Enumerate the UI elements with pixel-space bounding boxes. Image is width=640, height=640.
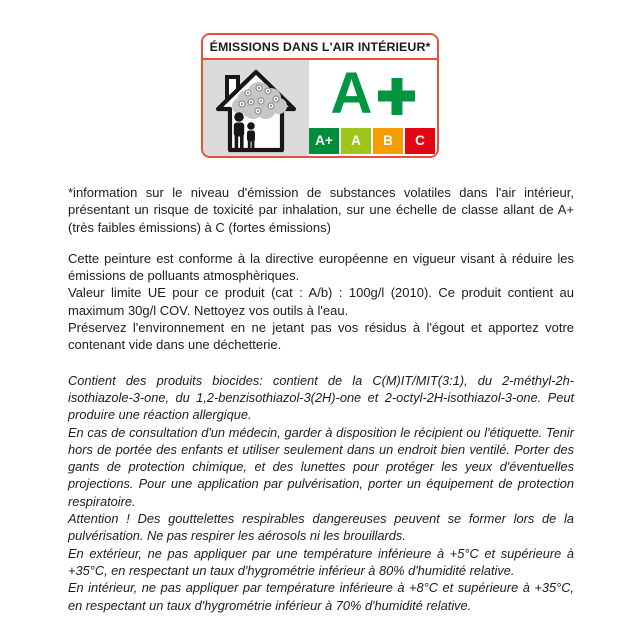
paragraph: En intérieur, ne pas appliquer par température inférieure à +8°C et supérieure à +35°C, en respectant un taux d'hygrométrie inférieur à 70% d'humidité relative.	[68, 580, 574, 613]
regulatory-paragraphs	[68, 250, 574, 354]
paragraph: Cette peinture est conforme à la directive européenne en vigueur visant à réduire les émissions de polluants atmosphèriques.	[68, 250, 574, 284]
scale-cell-b: B	[373, 128, 403, 154]
scale-cell-a-plus: A+	[309, 128, 339, 154]
paragraph: Valeur limite UE pour ce produit (cat : A/b) : 100g/l (2010). Ce produit contient au maximum 30g/l COV. Nettoyez vos outils à l'eau.	[68, 285, 574, 318]
rating-cell	[309, 60, 437, 156]
scale-cell-a: A	[341, 128, 371, 154]
paragraph: Contient des produits biocides: contient de la C(M)IT/MIT(3:1), du 2-méthyl-2h-isothiazole-3-one, du 1,2-benzisothiazol-3(2H)-one et 2-octyl-2H-isothiazol-3-one. Peut produire une réaction allergique.	[68, 372, 574, 423]
rating-plus-icon	[378, 78, 415, 115]
rating-scale	[309, 128, 435, 154]
paragraph: En cas de consultation d'un médecin, garder à disposition le récipient ou l'étiquette. Tenir hors de portée des enfants et utiliser seulement dans un endroit bien ventilé. Porter des gants de protection chimique, et des lunettes pour protéger les yeux d'éventuelles projections. Pour une application par pulvérisation, porter un équipement de protection respiratoire.	[68, 424, 574, 509]
paragraph: En extérieur, ne pas appliquer par une température inférieure à +5°C et supérieure à +35°C, en respectant un taux d'hygrométrie inférieur à 80% d'humidité relative.	[68, 545, 574, 578]
paragraph: Attention ! Des gouttelettes respirables dangereuses peuvent se former lors de la pulvérisation. Ne pas respirer les aérosols ni les brouillards.	[68, 511, 574, 544]
air-emission-label	[201, 33, 439, 158]
emission-label-content	[203, 60, 437, 156]
house-pollution-family-icon	[203, 60, 309, 156]
scale-cell-c: C	[405, 128, 435, 154]
safety-paragraphs	[68, 372, 574, 614]
emission-label-title: ÉMISSIONS DANS L'AIR INTÉRIEUR*	[203, 35, 437, 60]
rating-letter: A	[330, 61, 372, 126]
paragraph: Préservez l'environnement en ne jetant pas vos résidus à l'égout et apportez votre contenant vide dans une déchetterie.	[68, 320, 574, 353]
label-text-block	[68, 184, 574, 614]
rating-value	[309, 60, 437, 128]
footnote-paragraph: *information sur le niveau d'émission de substances volatiles dans l'air intérieur, présentant un risque de toxicité par inhalation, sur une échelle de classe allant de A+ (très faibles émissions) à C (fortes émissions)	[68, 185, 574, 235]
house-cell	[203, 60, 309, 156]
